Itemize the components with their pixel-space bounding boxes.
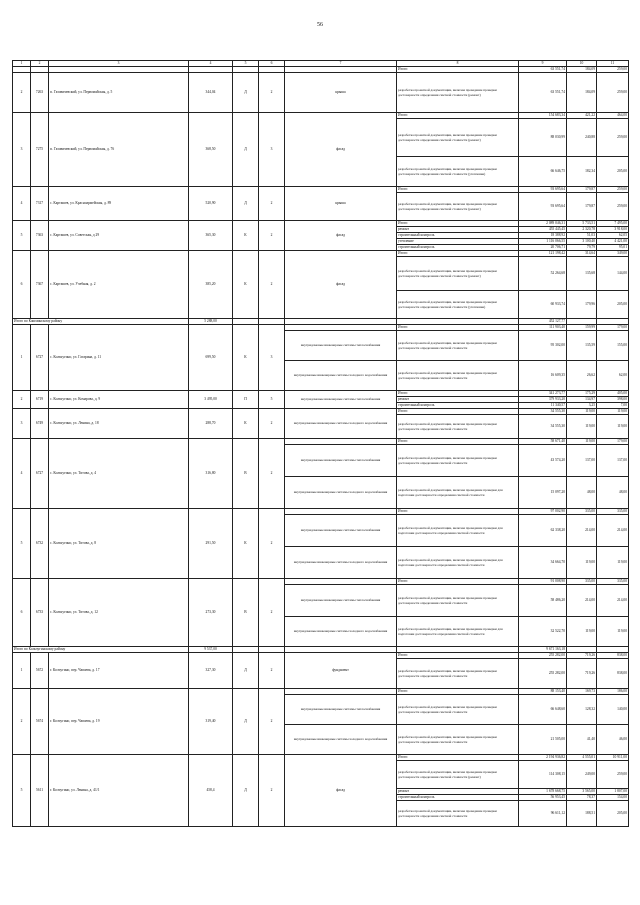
cell: 41,40 — [567, 725, 597, 755]
cell: 214,00 — [597, 585, 629, 617]
work-cell: утепление — [397, 239, 519, 245]
cell: 7263 — [31, 73, 49, 113]
section-total-label: Итого по Кольчугинскому району — [13, 647, 189, 653]
address-cell: с. Карташев, ул. Учебная, д. 2 — [49, 251, 189, 319]
total-label: Итого: — [397, 509, 519, 515]
cell: 1 — [13, 653, 31, 689]
cell: 93 695,64 — [519, 187, 567, 193]
cell: 119,00 — [567, 409, 597, 415]
cell: 6727 — [31, 439, 49, 509]
cell: П — [233, 391, 259, 409]
cell: 2 — [259, 439, 285, 509]
cell: 179,00 — [597, 439, 629, 445]
cell: 179,87 — [567, 187, 597, 193]
cell: 2 — [259, 251, 285, 319]
cell: 6733 — [31, 579, 49, 647]
cell: 2 — [259, 221, 285, 251]
cell: 205,00 — [597, 291, 629, 319]
cell: 205,00 — [597, 801, 629, 827]
cell: 184,09 — [567, 67, 597, 73]
element-cell: внутридомовые инженерные системы теплоснабжения — [285, 445, 397, 477]
element-cell: внутридомовые инженерные системы теплоснабжения — [285, 695, 397, 725]
cell: 121 198,42 — [519, 251, 567, 257]
cell: 5672 — [31, 653, 49, 689]
cell: 135,68 — [567, 257, 597, 291]
cell: 249,00 — [567, 761, 597, 789]
cell: 314,64 — [567, 251, 597, 257]
cell: 34 664,70 — [519, 547, 567, 579]
element-cell: внутридомовые инженерные системы холодного водоснабжения — [285, 547, 397, 579]
work-cell: разработка проектной документации, включая проведение проверки достоверности определения сметной стоимости (ремонт) — [397, 761, 519, 789]
cell: 205,00 — [597, 157, 629, 187]
cell: 7,00 — [597, 403, 629, 409]
cell: 66 648,60 — [519, 695, 567, 725]
total-label: Итого: — [397, 221, 519, 227]
cell: 119,00 — [597, 415, 629, 439]
total-label: Итого: — [397, 689, 519, 695]
cell: 2 — [259, 653, 285, 689]
cell: 385,20 — [189, 251, 233, 319]
cell: 327,30 — [189, 653, 233, 689]
cell: 5 — [13, 755, 31, 827]
work-cell: разработка проектной документации, включая проведение проверки для подготовки достоверности определения сметной стоимости — [397, 515, 519, 547]
cell: 1 807,00 — [597, 789, 629, 795]
cell: 259,00 — [597, 187, 629, 193]
work-cell: разработка проектной документации, включая проведение проверки достоверности определения сметной стоимости — [397, 585, 519, 617]
cell: 140,00 — [597, 695, 629, 725]
cell: 111 903,40 — [519, 325, 567, 331]
work-cell: разработка проектной документации, включая проведение проверки достоверности определения сметной стоимости (ремонт) — [397, 193, 519, 221]
work-cell: разработка проектной документации, включая проведение проверки достоверности определения сметной стоимости — [397, 695, 519, 725]
work-cell: разработка проектной документации, включая проведение проверки для подготовки достоверности определения сметной стоимости — [397, 547, 519, 579]
cell: 405,00 — [597, 391, 629, 397]
cell: 379 933,20 — [519, 397, 567, 403]
cell: 134,97 — [567, 397, 597, 403]
cell: 4 555,01 — [567, 755, 597, 761]
cell: 335,00 — [597, 579, 629, 585]
cell: 58 671,40 — [519, 439, 567, 445]
cell: 2 — [259, 579, 285, 647]
section-total-label: Итого по Кашминскому району — [13, 319, 189, 325]
cell: 316,80 — [189, 439, 233, 509]
cell: 3 918,00 — [597, 227, 629, 233]
cell: 182,34 — [567, 157, 597, 187]
cell: 259,00 — [597, 67, 629, 73]
cell: 7275 — [31, 113, 49, 187]
address-cell: с. Карташев, ул. Советская, д 29 — [49, 221, 189, 251]
work-cell: ремонт — [397, 789, 519, 795]
cell: 719,26 — [567, 653, 597, 659]
cell: 58 486,20 — [519, 585, 567, 617]
cell: Д — [233, 187, 259, 221]
cell: 7317 — [31, 187, 49, 221]
cell: 97 002,90 — [519, 509, 567, 515]
work-cell: разработка проектной документации, включая проведение проверки достоверности определения сметной стоимости (утепление) — [397, 291, 519, 319]
cell: 119,00 — [597, 617, 629, 647]
cell: 188,51 — [567, 801, 597, 827]
cell: 154 683,34 — [519, 113, 567, 119]
work-cell: разработка проектной документации, включая проведение проверки достоверности определения сметной стоимости — [397, 415, 519, 439]
cell: 119,00 — [567, 617, 597, 647]
cell: Д — [233, 755, 259, 827]
address-cell: с. Кольчугино, ул. Титова, д. 4 — [49, 439, 189, 509]
element-cell: фасад — [285, 221, 397, 251]
work-cell: разработка проектной документации, включая проведение проверки достоверности определения сметной стоимости (ремонт) — [397, 119, 519, 157]
cell: 95 302,00 — [519, 331, 567, 361]
address-cell: с. Кольчугино, ул. Титова, д. 12 — [49, 579, 189, 647]
cell: 838,00 — [597, 653, 629, 659]
cell: 335,00 — [567, 509, 597, 515]
work-cell: разработка проектной документации, включая проведение проверки достоверности определения сметной стоимости (ремонт) — [397, 73, 519, 113]
header-cell: 5 — [233, 61, 259, 67]
total-label: Итого: — [397, 187, 519, 193]
cell: 458,4 — [189, 755, 233, 827]
cell: Д — [233, 73, 259, 113]
cell: 259,00 — [597, 73, 629, 113]
cell: 56 953,45 — [519, 795, 567, 801]
cell: 398,00 — [597, 397, 629, 403]
element-cell: внутридомовые инженерные системы теплоснабжения — [285, 515, 397, 547]
cell: 60 933,74 — [519, 291, 567, 319]
cell: 175,29 — [567, 391, 597, 397]
cell: 79,79 — [567, 245, 597, 251]
cell: 365,30 — [189, 221, 233, 251]
cell: 32 522,70 — [519, 617, 567, 647]
total-label: Итого: — [397, 391, 519, 397]
cell: 3 495,00 — [189, 391, 233, 409]
address-cell: п. Газовичевский, ул. Первомайская, д. 5 — [49, 73, 189, 113]
cell: 2 — [259, 409, 285, 439]
work-cell: ремонт — [397, 397, 519, 403]
cell: 259,00 — [597, 761, 629, 789]
cell: 9 671 163,18 — [519, 647, 567, 653]
cell: 114 308,15 — [519, 761, 567, 789]
cell: 335,00 — [597, 509, 629, 515]
header-cell: 8 — [397, 61, 519, 67]
element-cell: крыша — [285, 73, 397, 113]
element-cell: фасад — [285, 113, 397, 187]
total-label: Итого: — [397, 113, 519, 119]
element-cell: внутридомовые инженерные системы холодного водоснабжения — [285, 725, 397, 755]
element-cell: внутридомовые инженерные системы холодного водоснабжения — [285, 361, 397, 391]
cell: 520,90 — [189, 187, 233, 221]
cell: 52 264,68 — [519, 257, 567, 291]
cell: 5 — [13, 509, 31, 579]
cell: 6719 — [31, 391, 49, 409]
cell: 62,00 — [597, 361, 629, 391]
element-cell: фасад — [285, 755, 397, 827]
total-label: Итого: — [397, 325, 519, 331]
cell: 18 388,92 — [519, 233, 567, 239]
cell: К — [233, 325, 259, 391]
cell: 368,50 — [189, 113, 233, 187]
cell: 5674 — [31, 689, 49, 755]
cell: 119,00 — [567, 439, 597, 445]
cell: 2 320,78 — [567, 227, 597, 233]
work-cell: разработка проектной документации, включая проведение проверки достоверности определения сметной стоимости — [397, 659, 519, 689]
cell: К — [233, 509, 259, 579]
cell: 214,00 — [567, 515, 597, 547]
cell: 88 030,99 — [519, 119, 567, 157]
work-cell: разработка проектной документации, включая проведение проверки достоверности определения сметной стоимости — [397, 361, 519, 391]
cell: Д — [233, 689, 259, 755]
cell: 16 609,35 — [519, 361, 567, 391]
cell: 51,03 — [567, 233, 597, 239]
cell: 4 421,00 — [597, 239, 629, 245]
cell: 119,00 — [597, 547, 629, 579]
header-cell: 1 — [13, 61, 31, 67]
cell: К — [233, 409, 259, 439]
cell: 9 537,00 — [189, 647, 233, 653]
cell: 179,87 — [567, 193, 597, 221]
cell: 344,04 — [189, 73, 233, 113]
cell: 62 338,20 — [519, 515, 567, 547]
cell: 838,00 — [597, 659, 629, 689]
cell: 255 282,00 — [519, 659, 567, 689]
total-label: Итого: — [397, 653, 519, 659]
cell: 3 — [259, 325, 285, 391]
cell: 48,00 — [597, 477, 629, 509]
cell: 3 — [13, 113, 31, 187]
cell: 2 — [259, 755, 285, 827]
cell: 2 — [259, 73, 285, 113]
cell: 46,00 — [597, 725, 629, 755]
address-cell: с. Кольчугино, ул. Титова, д. 8 — [49, 509, 189, 579]
work-cell: разработка проектной документации, включая проведение проверки достоверности определения сметной стоимости — [397, 445, 519, 477]
cell: 5 288,00 — [189, 319, 233, 325]
cell: 66 646,75 — [519, 157, 567, 187]
cell: 179,00 — [597, 325, 629, 331]
cell: 137,00 — [567, 445, 597, 477]
cell: 4 — [13, 439, 31, 509]
cell: 26,62 — [567, 361, 597, 391]
address-cell: с. Кольчугино, ул. Комарова, д. 9 — [49, 391, 189, 409]
cell: 5611 — [31, 755, 49, 827]
address-cell: г. Колчугино, пер. Чапаева, д. 19 — [49, 689, 189, 755]
cell: 2 — [259, 509, 285, 579]
work-cell: ремонт — [397, 227, 519, 233]
work-cell: разработка проектной документации, включая проведение проверки достоверности определения сметной стоимости — [397, 331, 519, 361]
cell: 7 495,00 — [597, 221, 629, 227]
total-label: Итого: — [397, 755, 519, 761]
work-cell: разработка проектной документации, включая проведение проверки достоверности определения сметной стоимости — [397, 801, 519, 827]
cell: 43 574,20 — [519, 445, 567, 477]
cell: 135,59 — [567, 331, 597, 361]
cell: 2 — [13, 689, 31, 755]
work-cell: строительный контроль — [397, 245, 519, 251]
work-cell: строительный контроль — [397, 795, 519, 801]
cell: 214,00 — [597, 515, 629, 547]
address-cell: п. Газовичевский, ул. Первомайская, д. 76 — [49, 113, 189, 187]
cell: 5 733,51 — [567, 221, 597, 227]
cell: 3 — [13, 409, 31, 439]
cell: Д — [233, 113, 259, 187]
cell: 2 089 046,31 — [519, 221, 567, 227]
cell: 78,37 — [567, 795, 597, 801]
element-cell: внутридомовые инженерные системы холодного водоснабжения — [285, 477, 397, 509]
cell: 2 — [259, 187, 285, 221]
cell: 159,99 — [567, 325, 597, 331]
cell: 179,96 — [567, 291, 597, 319]
cell: 259,00 — [597, 193, 629, 221]
element-cell: внутридомовые инженерные системы холодного водоснабжения — [285, 617, 397, 647]
header-cell: 2 — [31, 61, 49, 67]
cell: В — [233, 579, 259, 647]
cell: 2 — [259, 689, 285, 755]
cell: 1 116 066,55 — [519, 239, 567, 245]
cell: 62,05 — [597, 233, 629, 239]
work-cell: разработка проектной документации, включая проведение проверки для подготовки достоверности определения сметной стоимости — [397, 617, 519, 647]
cell: 2 194 936,82 — [519, 755, 567, 761]
page-number: 56 — [317, 22, 323, 28]
cell: 10 911,00 — [597, 755, 629, 761]
cell: 421,22 — [567, 113, 597, 119]
total-label: Итого: — [397, 409, 519, 415]
cell: 11 340,57 — [519, 403, 567, 409]
cell: 63 551,74 — [519, 67, 567, 73]
cell: 335,00 — [567, 579, 597, 585]
cell: 452 127,77 — [519, 319, 567, 325]
header-cell: 3 — [49, 61, 189, 67]
cell: 34 555,30 — [519, 415, 567, 439]
element-cell: внутридомовые инженерные системы теплоснабжения — [285, 331, 397, 361]
cell: 119,00 — [567, 547, 597, 579]
cell: 91 008,90 — [519, 579, 567, 585]
cell: 21 505,00 — [519, 725, 567, 755]
header-cell: 11 — [597, 61, 629, 67]
table-row — [13, 73, 629, 113]
element-cell: фундамент — [285, 653, 397, 689]
cell: 455 445,45 — [519, 227, 567, 233]
cell: 6727 — [31, 325, 49, 391]
cell: 137,00 — [597, 445, 629, 477]
cell: 3 100,40 — [567, 239, 597, 245]
cell: 464,00 — [597, 113, 629, 119]
cell: 95,01 — [597, 245, 629, 251]
cell: К — [233, 221, 259, 251]
header-cell: 6 — [259, 61, 285, 67]
element-cell: фасад — [285, 251, 397, 319]
cell: 259,00 — [597, 119, 629, 157]
cell: 154,00 — [597, 795, 629, 801]
cell: 155,00 — [597, 331, 629, 361]
cell: 3 — [259, 113, 285, 187]
address-cell: с. Кольчугино, ул. Гагарина, д. 11 — [49, 325, 189, 391]
cell: 699,50 — [189, 325, 233, 391]
cell: 255 282,00 — [519, 653, 567, 659]
address-cell: г. Колчугино, пер. Чапаева, д. 17 — [49, 653, 189, 689]
cell: 169,73 — [567, 689, 597, 695]
total-label: Итого: — [397, 579, 519, 585]
cell: 93 695,64 — [519, 193, 567, 221]
element-cell: внутридомовые инженерные системы теплоснабжения — [285, 585, 397, 617]
cell: 2 — [13, 73, 31, 113]
cell: 7367 — [31, 251, 49, 319]
element-cell: внутридомовые инженерные системы холодного водоснабжения — [285, 409, 397, 439]
cell: 1 678 668,75 — [519, 789, 567, 795]
cell: 6 — [13, 579, 31, 647]
cell: 184,09 — [567, 73, 597, 113]
cell: 341 273,77 — [519, 391, 567, 397]
cell: 144,00 — [597, 257, 629, 291]
cell: 3 565,00 — [567, 789, 597, 795]
cell: 34 555,30 — [519, 409, 567, 415]
cell: 3,25 — [567, 403, 597, 409]
cell: 6732 — [31, 509, 49, 579]
header-cell: 7 — [285, 61, 397, 67]
cell: 96 611,12 — [519, 801, 567, 827]
cell: 5 — [259, 391, 285, 409]
cell: 719,26 — [567, 659, 597, 689]
header-cell: 10 — [567, 61, 597, 67]
cell: 15 097,20 — [519, 477, 567, 509]
total-label: Итого: — [397, 251, 519, 257]
cell: 273,30 — [189, 579, 233, 647]
cell: 240,88 — [567, 119, 597, 157]
work-cell: разработка проектной документации, включая проведение проверки для подготовки достоверности определения сметной стоимости — [397, 477, 519, 509]
address-cell: с. Карташев, ул. Красноармейская, д. 89 — [49, 187, 189, 221]
cell: 88 153,40 — [519, 689, 567, 695]
cell: 186,00 — [597, 689, 629, 695]
cell: 2 — [13, 391, 31, 409]
cell: 128,32 — [567, 695, 597, 725]
work-cell: строительный контроль — [397, 403, 519, 409]
cell: 20 706,71 — [519, 245, 567, 251]
header-cell: 9 — [519, 61, 567, 67]
cell: Д — [233, 653, 259, 689]
header-cell: 4 — [189, 61, 233, 67]
cell: 1 — [13, 325, 31, 391]
address-cell: с. Кольчугино, ул. Ленина, д. 18 — [49, 409, 189, 439]
total-label: Итого: — [397, 439, 519, 445]
cell: 7363 — [31, 221, 49, 251]
cell: 48,00 — [567, 477, 597, 509]
address-cell: г. Колчугино, ул. Ленина, д. 41/1 — [49, 755, 189, 827]
cell: 214,00 — [567, 585, 597, 617]
cell: В — [233, 439, 259, 509]
cell: 119,00 — [567, 415, 597, 439]
element-cell: внутридомовые инженерные системы теплоснабжения — [285, 391, 397, 409]
cell: 319,40 — [189, 689, 233, 755]
cell: 6 — [13, 251, 31, 319]
cell: 291,50 — [189, 509, 233, 579]
cell: 4 — [13, 187, 31, 221]
work-cell: строительный контроль — [397, 233, 519, 239]
work-cell: разработка проектной документации, включая проведение проверки достоверности определения сметной стоимости (утепление) — [397, 157, 519, 187]
cell: К — [233, 251, 259, 319]
element-cell: крыша — [285, 187, 397, 221]
capital-repair-table — [12, 60, 628, 827]
work-cell: разработка проектной документации, включая проведение проверки достоверности определения сметной стоимости (ремонт) — [397, 257, 519, 291]
total-label: Итого: — [397, 67, 519, 73]
cell: 288,70 — [189, 409, 233, 439]
cell: 5 — [13, 221, 31, 251]
cell: 6749 — [31, 409, 49, 439]
cell: 119,00 — [597, 409, 629, 415]
cell: 63 551,74 — [519, 73, 567, 113]
cell: 349,00 — [597, 251, 629, 257]
work-cell: разработка проектной документации, включая проведение проверки достоверности определения сметной стоимости — [397, 725, 519, 755]
